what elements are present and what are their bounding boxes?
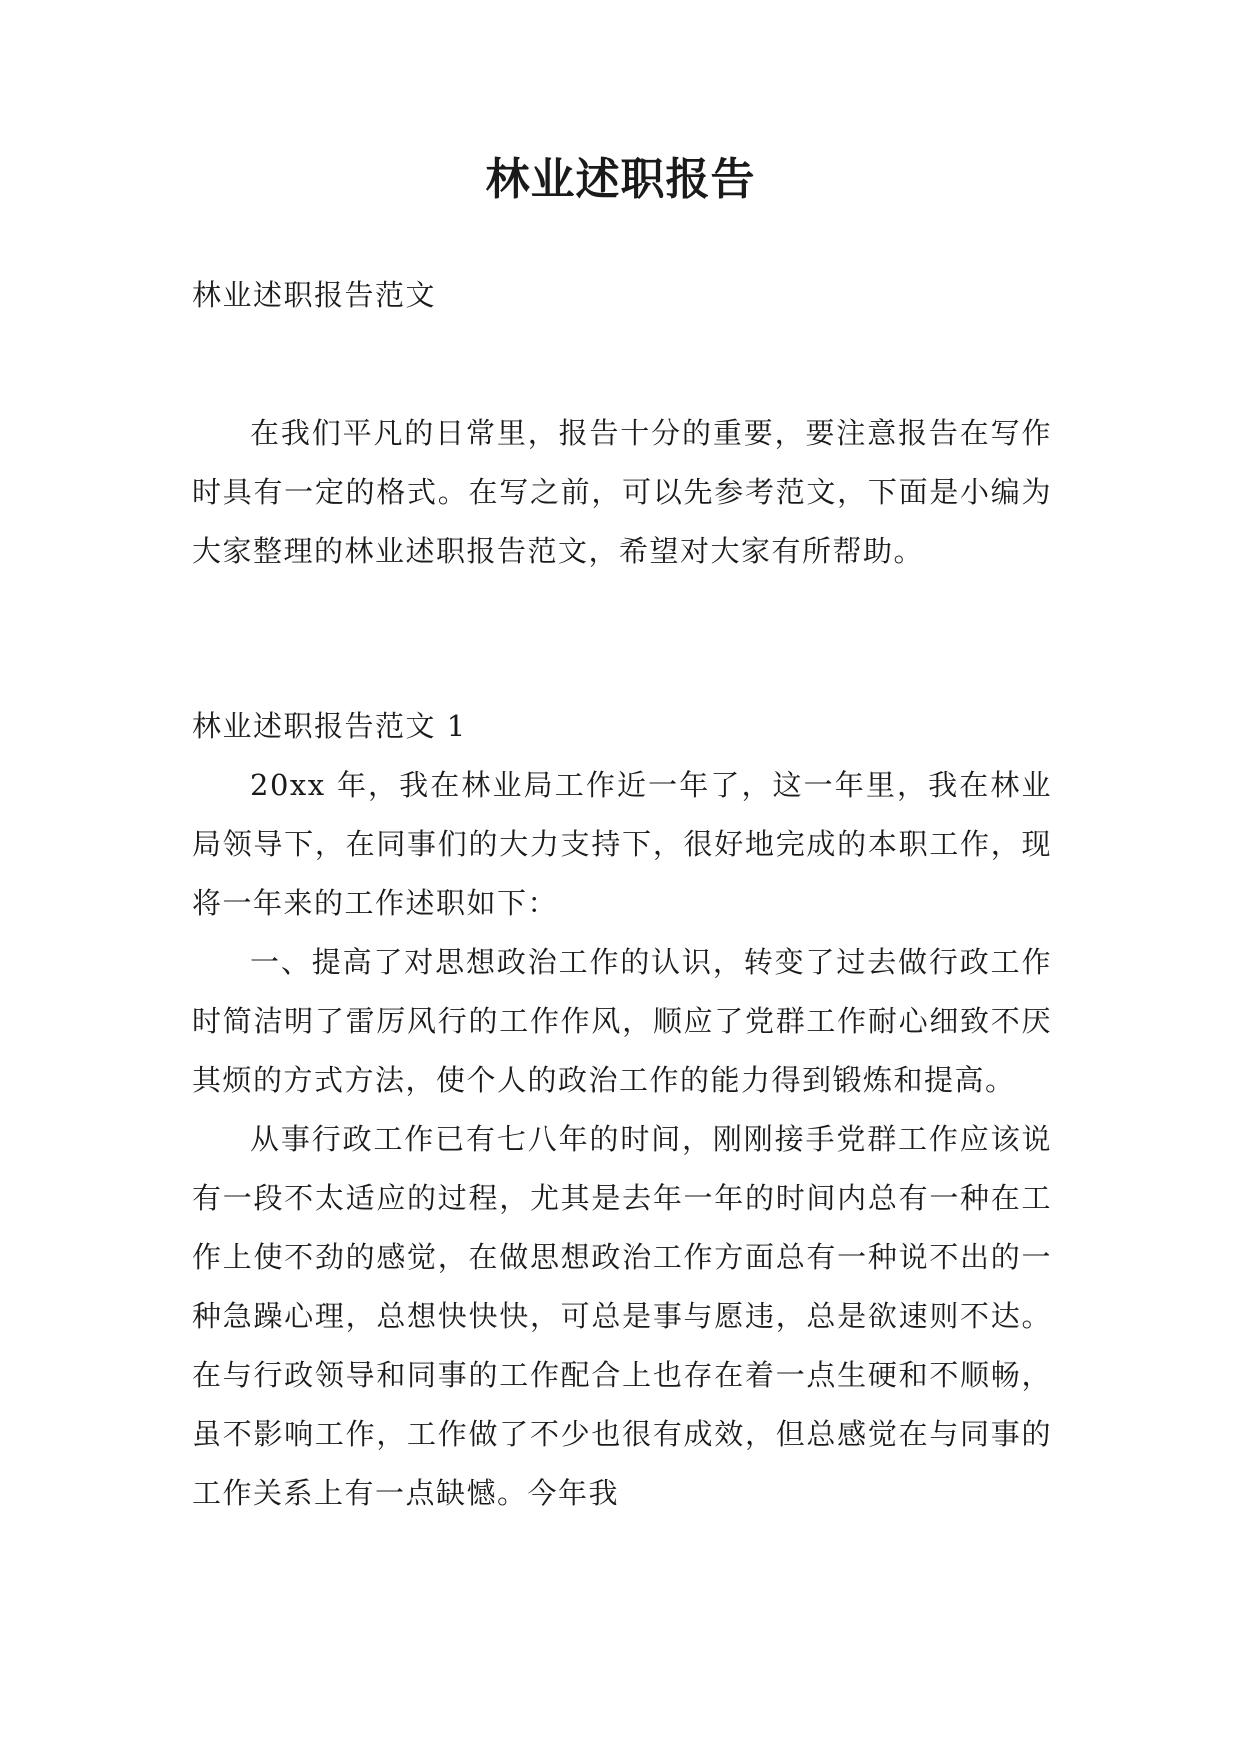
section-heading: 林业述职报告范文 1: [192, 709, 467, 743]
section-paragraph: 20xx 年，我在林业局工作近一年了，这一年里，我在林业局领导下，在同事们的大力支持下，很好地完成的本职工作，现将一年来的工作述职如下：: [192, 768, 1052, 920]
section-paragraph: 一、提高了对思想政治工作的认识，转变了过去做行政工作时简洁明了雷厉风行的工作作风，顺应了党群工作耐心细致不厌其烦的方式方法，使个人的政治工作的能力得到锻炼和提高。: [192, 945, 1052, 1097]
section-body: [192, 756, 1052, 1523]
document-subtitle: 林业述职报告范文: [192, 278, 437, 312]
document-title: 林业述职报告: [485, 154, 756, 205]
intro-paragraph: 在我们平凡的日常里，报告十分的重要，要注意报告在写作时具有一定的格式。在写之前，可以先参考范文，下面是小编为大家整理的林业述职报告范文，希望对大家有所帮助。: [192, 416, 1052, 568]
section-paragraph: 从事行政工作已有七八年的时间，刚刚接手党群工作应该说有一段不太适应的过程，尤其是去年一年的时间内总有一种在工作上使不劲的感觉，在做思想政治工作方面总有一种说不出的一种急躁心理，总想快快快，可总是事与愿违，总是欲速则不达。在与行政领导和同事的工作配合上也存在着一点生硬和不顺畅，虽不影响工作，工作做了不少也很有成效，但总感觉在与同事的工作关系上有一点缺憾。今年我: [192, 1122, 1052, 1510]
